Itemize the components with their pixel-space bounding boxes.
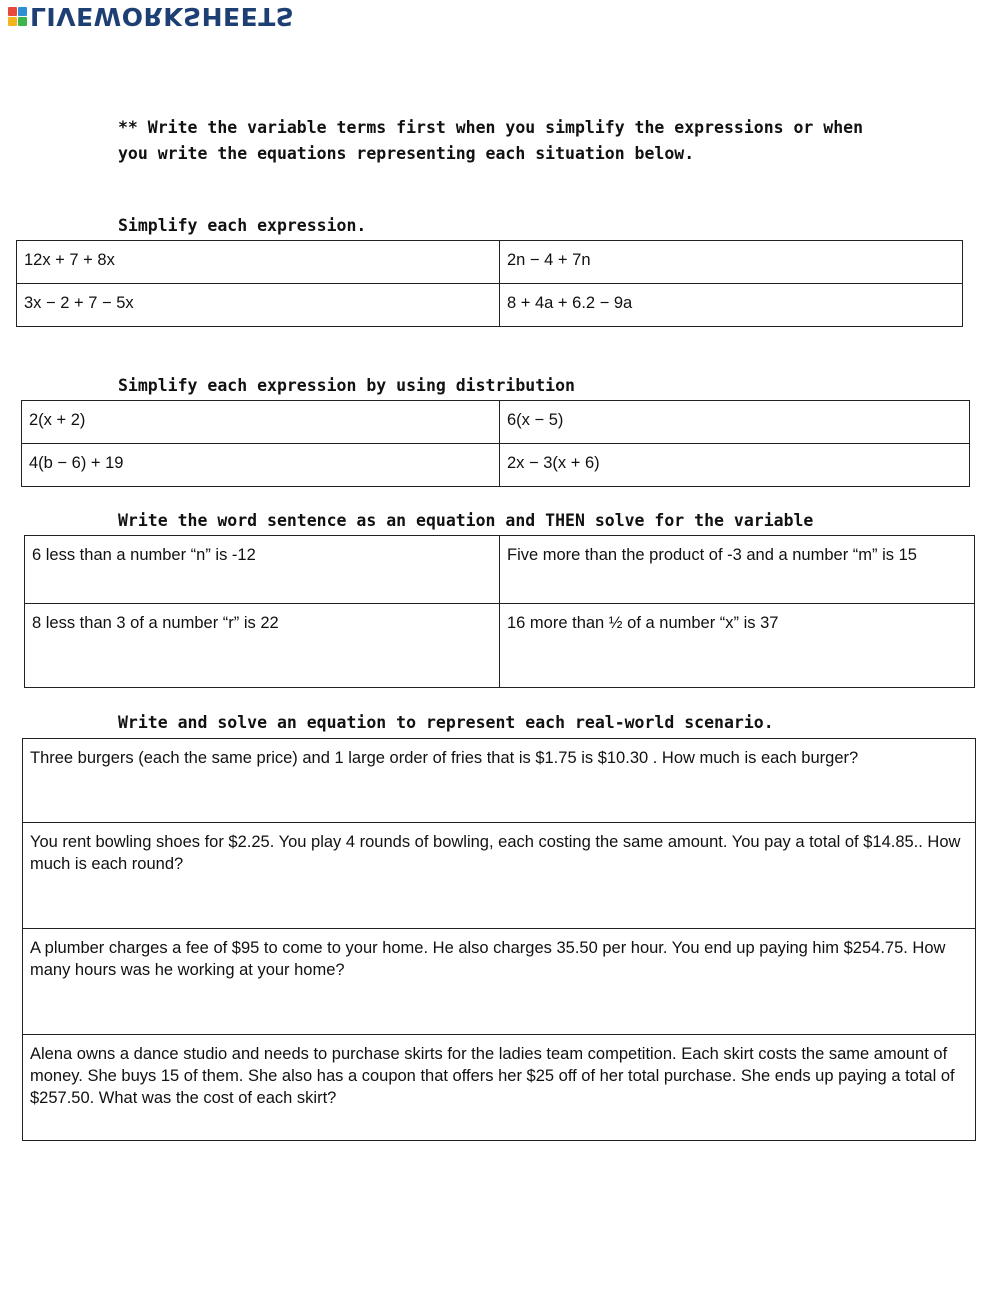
section-title-real-world: Write and solve an equation to represent each real-world scenario. (118, 713, 774, 732)
answer-cell[interactable]: 2x − 3(x + 6) (500, 444, 970, 487)
answer-cell[interactable]: 6(x − 5) (500, 401, 970, 444)
answer-cell[interactable]: Five more than the product of -3 and a number “m” is 15 (500, 536, 975, 604)
table-row (25, 536, 975, 604)
table-row (23, 929, 976, 1035)
logo-square (18, 17, 27, 26)
logo-square (8, 7, 17, 16)
answer-cell[interactable]: 8 less than 3 of a number “r” is 22 (25, 604, 500, 688)
table-row (22, 401, 970, 444)
answer-cell[interactable]: 2(x + 2) (22, 401, 500, 444)
answer-cell[interactable]: 4(b − 6) + 19 (22, 444, 500, 487)
section-title-word-sentence: Write the word sentence as an equation and THEN solve for the variable (118, 511, 814, 530)
answer-cell[interactable]: 6 less than a number “n” is -12 (25, 536, 500, 604)
table-row (22, 444, 970, 487)
table-row (25, 604, 975, 688)
answer-cell[interactable]: 2n − 4 + 7n (500, 241, 963, 284)
answer-cell[interactable]: 12x + 7 + 8x (17, 241, 500, 284)
answer-cell[interactable]: 3x − 2 + 7 − 5x (17, 284, 500, 327)
table-row (23, 823, 976, 929)
answer-cell[interactable]: A plumber charges a fee of $95 to come to your home. He also charges 35.50 per hour. You end up paying him $254.75. How many hours was he working at your home? (23, 929, 976, 1035)
table-row (17, 241, 963, 284)
table-row (17, 284, 963, 327)
answer-cell[interactable]: 16 more than ½ of a number “x” is 37 (500, 604, 975, 688)
real-world-table (22, 738, 976, 1141)
instruction-text: ** Write the variable terms first when you simplify the expressions or when you write the equations representing each situation below. (118, 118, 864, 163)
logo-text: LIVEWORKSHEETS (30, 2, 295, 31)
word-sentence-table (24, 535, 975, 688)
logo-square (8, 17, 17, 26)
answer-cell[interactable]: Alena owns a dance studio and needs to purchase skirts for the ladies team competition. Each skirt costs the same amount of money. She buys 15 of them. She also has a coupon that offers her $25 off of her total purchase. She ends up paying a total of $257.50. What was the cost of each skirt? (23, 1035, 976, 1141)
logo-square (18, 7, 27, 16)
section-title-distribution: Simplify each expression by using distribution (118, 376, 575, 395)
simplify-table (16, 240, 963, 327)
answer-cell[interactable]: You rent bowling shoes for $2.25. You play 4 rounds of bowling, each costing the same amount. You pay a total of $14.85.. How much is each round? (23, 823, 976, 929)
table-row (23, 739, 976, 823)
distribution-table (21, 400, 970, 487)
logo-squares-icon (8, 7, 27, 26)
liveworksheets-logo (8, 4, 294, 29)
section-title-simplify: Simplify each expression. (118, 216, 367, 235)
answer-cell[interactable]: 8 + 4a + 6.2 − 9a (500, 284, 963, 327)
answer-cell[interactable]: Three burgers (each the same price) and 1 large order of fries that is $1.75 is $10.30 . How much is each burger? (23, 739, 976, 823)
table-row (23, 1035, 976, 1141)
